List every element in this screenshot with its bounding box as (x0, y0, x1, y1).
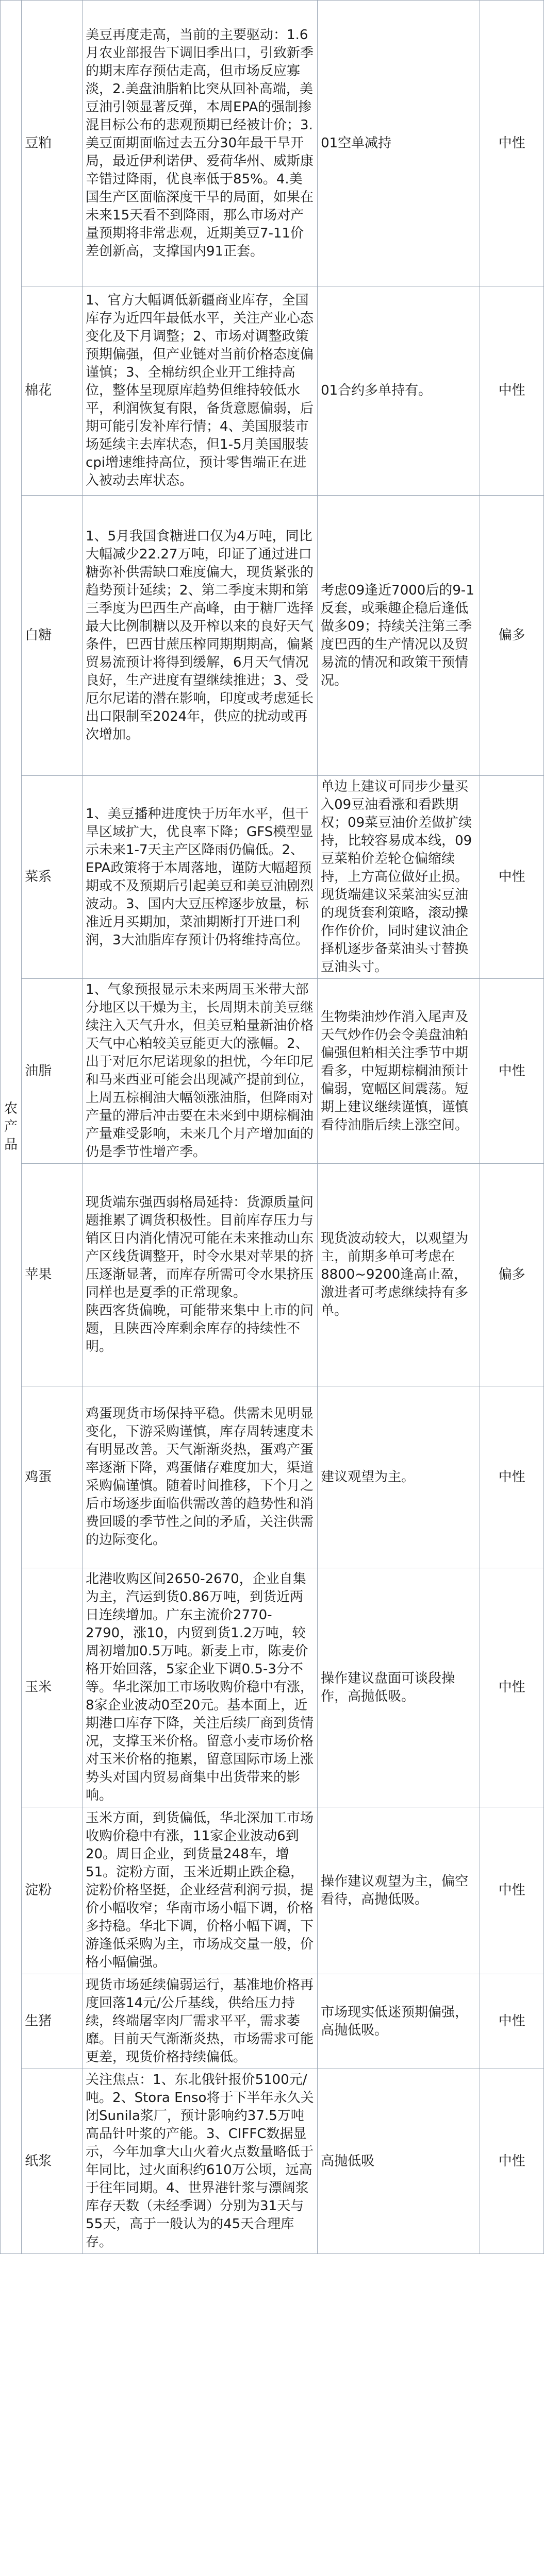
trading-advice: 操作建议观望为主，偏空看待，高抛低吸。 (318, 1807, 480, 1974)
commodity-name: 白糖 (22, 496, 83, 776)
trading-advice: 操作建议盘面可谈段操作，高抛低吸。 (318, 1568, 480, 1807)
commodity-row (1, 1974, 544, 2069)
commodity-row (1, 2069, 544, 2254)
commodity-description: 1、美豆播种进度快于历年水平，但干旱区域扩大，优良率下降；GFS模型显示未来1-7天主产区降雨仍偏低。2、EPA政策将于本周落地，谨防大幅超预期或不及预期后引起美豆和美豆油剧烈波动。3、国内大豆压榨逐步放量，标准近月买期加，菜油期断打开进口利润，3大油脂库存预计仍将维持高位。 (83, 776, 318, 979)
trading-advice: 建议观望为主。 (318, 1386, 480, 1568)
commodity-row (1, 286, 544, 496)
rating-label: 偏多 (480, 496, 544, 776)
commodity-description: 1、气象预报显示未来两周玉米带大部分地区以干燥为主，长周期未前美豆继续注入天气升水，但美豆粕量新油价格天气中心粕较美豆能更大的涨幅。2、出于对厄尔尼诺现象的担忧，今年印尼和马来西亚可能会出现减产提前到位，上周五棕榈油大幅领涨油脂，但降雨对产量的滞后冲击要在未来到中期棕榈油产量难受影响，未来几个月产增加面的仍是季节性增产季。 (83, 979, 318, 1164)
commodity-name: 淀粉 (22, 1807, 83, 1974)
commodity-row (1, 979, 544, 1164)
rating-label: 中性 (480, 1, 544, 286)
commodity-description: 美豆再度走高，当前的主要驱动：1.6月农业部报告下调旧季出口，引致新季的期末库存预估走高，但市场反应寡淡，2.美盘油脂粕比突从回补高端，美豆油引领显著反弹，本周EPA的强制掺混目标公布的悲观预期已经被计价；3.美豆面期面临过去五分30年最干旱开局，最近伊利诺伊、爱荷华州、威斯康辛错过降雨，优良率低于85%。4.美国生产区面临深度干旱的局面，如果在未来15天看不到降雨，那么市场对产量预期将非常悲观，近期美豆7-11价差创新高，支撑国内91正套。 (83, 1, 318, 286)
rating-label: 中性 (480, 1974, 544, 2069)
commodity-description: 北港收购区间2650-2670，企业自集为主，汽运到货0.86万吨，到货近两日连续增加。广东主流价2770-2790，涨10，内贸到货1.2万吨，较周初增加0.5万吨。新麦上市，陈麦价格开始回落，5家企业下调0.5-3分不等。华北深加工市场收购价稳中有涨，8家企业波动0至20元。基本面上，近期港口库存下降，关注后续厂商到货情况，支撑玉米价格。留意小麦市场价格对玉米价格的拖累，留意国际市场上涨势头对国内贸易商集中出货带来的影响。 (83, 1568, 318, 1807)
commodity-name: 豆粕 (22, 1, 83, 286)
rating-label: 中性 (480, 776, 544, 979)
trading-advice: 01合约多单持有。 (318, 286, 480, 496)
trading-advice: 生物柴油炒作消入尾声及天气炒作仍会令美盘油粕偏强但粕相关注季节中期看多，中短期棕榈油预计偏弱，宽幅区间震荡。短期上建议继续谨慎，谨慎看待油脂后续上涨空间。 (318, 979, 480, 1164)
commodity-row (1, 1, 544, 286)
commodity-name: 玉米 (22, 1568, 83, 1807)
commodity-name: 纸浆 (22, 2069, 83, 2254)
rating-label: 中性 (480, 286, 544, 496)
commodity-table-body (1, 1, 544, 2254)
commodity-row (1, 776, 544, 979)
commodity-name: 菜系 (22, 776, 83, 979)
commodity-description: 1、5月我国食糖进口仅为4万吨，同比大幅减少22.27万吨，印证了通过进口糖弥补供需缺口难度偏大，现货紧张的趋势预计延续；2、第二季度末期和第三季度为巴西生产高峰，由于糖厂选择最大比例制糖以及开榨以来的良好天气条件，巴西甘蔗压榨同期期期高，偏紧贸易流预计将得到缓解，6月天气情况良好，生产进度有望继续推进；3、受厄尔尼诺的潜在影响，印度或考虑延长出口限制至2024年，供应的扰动或再次增加。 (83, 496, 318, 776)
commodity-description: 现货市场延续偏弱运行，基准地价格再度回落14元/公斤基线，供给压力持续，终端屠宰肉厂需求平平，需求萎靡。目前天气渐渐炎热，市场需求可能更差，现货价格持续偏低。 (83, 1974, 318, 2069)
trading-advice: 01空单减持 (318, 1, 480, 286)
rating-label: 中性 (480, 1807, 544, 1974)
category-label: 农产品 (1, 1, 22, 2254)
trading-advice: 市场现实低迷预期偏强，高抛低吸。 (318, 1974, 480, 2069)
commodity-row (1, 1807, 544, 1974)
commodity-description: 1、官方大幅调低新疆商业库存，全国库存为近四年最低水平，关注产业心态变化及下月调整；2、市场对调整政策预期偏强，但产业链对当前价格态度偏谨慎；3、全棉纺织企业开工维持高位，整体呈现原库趋势但维持较低水平，利润恢复有限，备货意愿偏弱，后期可能引发补库行情；4、美国服装市场延续主去库状态，但1-5月美国服装cpi增速维持高位，预计零售端正在进入被动去库状态。 (83, 286, 318, 496)
rating-label: 中性 (480, 979, 544, 1164)
trading-advice: 考虑09逢近7000后的9-1反套，或乘趣企稳后逢低做多09；持续关注第三季度巴西的生产情况以及贸易流的情况和政策干预情况。 (318, 496, 480, 776)
commodity-description: 玉米方面，到货偏低，华北深加工市场收购价稳中有涨，11家企业波动6到20。周日企业，到货量248车，增51。淀粉方面，玉米近期止跌企稳，淀粉价格坚挺，企业经营利润亏损，提价小幅收窄；华南市场小幅下调，价格多持稳。华北下调，价格小幅下调，下游逢低采购为主，市场成交量一般，价格小幅偏强。 (83, 1807, 318, 1974)
rating-label: 偏多 (480, 1164, 544, 1386)
commodity-description: 关注焦点：1、东北俄针报价5100元/吨。2、Stora Enso将于下半年永久关闭Sunila浆厂，预计影响约37.5万吨高品针叶浆的产能。3、CIFFC数据显示，今年加拿大山火着火点数量略低于年同比，过火面积约610万公顷，远高于往年同期。4、世界港针浆与漂阔浆库存天数（未经季调）分别为31天与55天，高于一般认为的45天合理库存。 (83, 2069, 318, 2254)
commodity-name: 苹果 (22, 1164, 83, 1386)
rating-label: 中性 (480, 2069, 544, 2254)
commodity-row (1, 496, 544, 776)
commodity-row (1, 1386, 544, 1568)
commodity-row (1, 1568, 544, 1807)
commodity-description: 鸡蛋现货市场保持平稳。供需未见明显变化，下游采购谨慎，库存周转速度未有明显改善。天气渐渐炎热，蛋鸡产蛋率逐渐下降，鸡蛋储存难度加大，渠道采购偏谨慎。随着时间推移，下个月之后市场逐步面临供需改善的趋势性和消费回暖的季节性之间的矛盾，关注供需的边际变化。 (83, 1386, 318, 1568)
rating-label: 中性 (480, 1386, 544, 1568)
commodity-name: 鸡蛋 (22, 1386, 83, 1568)
commodity-name: 油脂 (22, 979, 83, 1164)
commodity-row (1, 1164, 544, 1386)
trading-advice: 高抛低吸 (318, 2069, 480, 2254)
rating-label: 中性 (480, 1568, 544, 1807)
commodity-name: 生猪 (22, 1974, 83, 2069)
trading-advice: 单边上建议可同步少量买入09豆油看涨和看跌期权；09菜豆油价差做扩续持，比较容易成本线，09豆菜粕价差轮仓偏缩续持，上方高位做好止损。现货端建议采菜油实豆油的现货套利策略，滚动操作作价价，同时建议油企择机逐步备菜油头寸替换豆油头寸。 (318, 776, 480, 979)
commodity-name: 棉花 (22, 286, 83, 496)
commodity-description: 现货端东强西弱格局延持：货源质量问题推累了调货积极性。目前库存压力与销区日内消化情况可能在未来推动山东产区线货调整开，时令水果对苹果的挤压逐渐显著，而库存所需可令水果挤压同样也是夏季的正常现象。 陕西客货偏晚，可能带来集中上市的问题，且陕西冷库剩余库存的持续性不明。 (83, 1164, 318, 1386)
trading-advice: 现货波动较大，以观望为主，前期多单可考虑在8800~9200逢高止盈，激进者可考虑继续持有多单。 (318, 1164, 480, 1386)
